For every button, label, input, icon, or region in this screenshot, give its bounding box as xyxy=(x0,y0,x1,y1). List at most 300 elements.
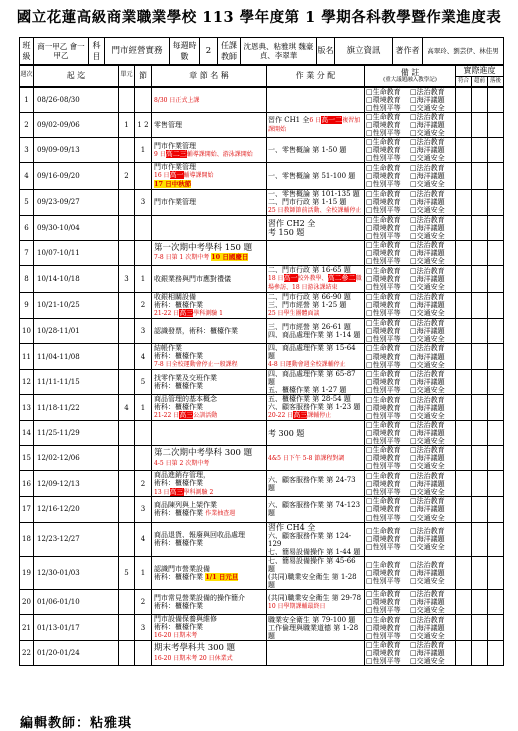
week-cell: 12 xyxy=(20,370,34,395)
week-cell: 7 xyxy=(20,240,34,265)
checkbox-line xyxy=(366,361,455,369)
checkbox-label: 環境教育 xyxy=(372,505,401,514)
topic-checkbox[interactable] xyxy=(366,624,410,632)
topic-checkbox[interactable] xyxy=(366,527,410,535)
progress-ahead-cell[interactable] xyxy=(472,471,488,497)
date-cell: 10/14-10/18 xyxy=(34,266,119,293)
progress-match-cell[interactable] xyxy=(456,446,472,471)
topic-checkbox[interactable] xyxy=(410,275,454,283)
checkbox-label: 海洋議題 xyxy=(416,649,445,658)
table-row xyxy=(20,113,504,138)
checkbox-icon: □ xyxy=(366,190,373,199)
topic-checkbox[interactable] xyxy=(366,361,410,369)
topic-checkbox[interactable] xyxy=(410,370,454,378)
text-segment: (共同)職業安全衛生 第 29-78 xyxy=(268,593,362,602)
checkbox-icon: □ xyxy=(410,344,417,353)
progress-match-cell[interactable] xyxy=(456,421,472,446)
schedule-table xyxy=(19,87,504,666)
text-segment: 門市作業管理 xyxy=(154,163,196,172)
author-value: 高翠玲、劉芸伊、林佳男 xyxy=(423,38,504,66)
topic-checkbox[interactable] xyxy=(410,569,454,577)
topic-checkbox[interactable] xyxy=(366,577,410,585)
chapter-cell xyxy=(152,88,267,113)
topic-checkbox[interactable] xyxy=(366,206,410,214)
checkbox-line xyxy=(366,598,455,606)
date-cell: 09/23-09/27 xyxy=(34,189,119,215)
text-segment: 4-8 日運動會週全校課輔停止 xyxy=(268,361,346,369)
topic-checkbox[interactable] xyxy=(410,283,454,291)
checkbox-label: 環境教育 xyxy=(372,598,401,607)
topic-checkbox[interactable] xyxy=(366,488,410,496)
chapter-cell xyxy=(152,497,267,522)
topic-checkbox[interactable] xyxy=(410,113,454,121)
progress-match-cell[interactable] xyxy=(456,240,472,265)
remarks-checkboxes xyxy=(365,556,456,589)
checkbox-label: 生命教育 xyxy=(372,113,401,122)
progress-match-cell[interactable] xyxy=(456,292,472,318)
topic-checkbox[interactable] xyxy=(366,257,410,265)
progress-ahead-cell[interactable] xyxy=(472,163,488,189)
checkbox-label: 交通安全 xyxy=(416,487,445,496)
progress-ahead-cell[interactable] xyxy=(472,421,488,446)
unit-cell xyxy=(119,615,135,641)
checkbox-icon: □ xyxy=(366,437,373,446)
topic-checkbox[interactable] xyxy=(366,241,410,249)
table-row xyxy=(20,138,504,163)
checkbox-label: 海洋議題 xyxy=(416,326,445,335)
text-segment: 二、門市行政 第 66-90 題 xyxy=(268,292,351,301)
checkbox-icon: □ xyxy=(410,543,417,552)
checkbox-line xyxy=(366,488,455,496)
checkbox-label: 環境教育 xyxy=(372,121,401,130)
progress-ahead-cell[interactable] xyxy=(472,266,488,293)
progress-match-cell[interactable] xyxy=(456,590,472,615)
topic-checkbox[interactable] xyxy=(410,606,454,614)
topic-checkbox[interactable] xyxy=(410,577,454,585)
topic-checkbox[interactable] xyxy=(410,96,454,104)
progress-behind-cell[interactable] xyxy=(488,370,504,395)
progress-behind-cell[interactable] xyxy=(488,113,504,138)
topic-checkbox[interactable] xyxy=(410,327,454,335)
topic-checkbox[interactable] xyxy=(410,172,454,180)
progress-ahead-cell[interactable] xyxy=(472,395,488,421)
checkbox-label: 交通安全 xyxy=(416,462,445,471)
topic-checkbox[interactable] xyxy=(410,224,454,232)
date-cell: 10/21-10/25 xyxy=(34,292,119,318)
topic-checkbox[interactable] xyxy=(410,206,454,214)
checkbox-label: 海洋議題 xyxy=(416,301,445,310)
topic-checkbox[interactable] xyxy=(410,257,454,265)
subject-label: 科目 xyxy=(89,38,105,66)
topic-checkbox[interactable] xyxy=(410,598,454,606)
topic-checkbox[interactable] xyxy=(410,590,454,598)
checkbox-icon: □ xyxy=(366,577,373,585)
progress-behind-cell[interactable] xyxy=(488,163,504,189)
progress-match-cell[interactable] xyxy=(456,138,472,163)
progress-match-cell[interactable] xyxy=(456,189,472,215)
topic-checkbox[interactable] xyxy=(410,472,454,480)
topic-checkbox[interactable] xyxy=(366,505,410,513)
progress-ahead-cell[interactable] xyxy=(472,590,488,615)
topic-checkbox[interactable] xyxy=(366,396,410,404)
week-cell: 17 xyxy=(20,497,34,522)
progress-ahead-cell[interactable] xyxy=(472,189,488,215)
chapter-cell xyxy=(152,641,267,666)
topic-checkbox[interactable] xyxy=(366,344,410,352)
section-cell xyxy=(135,88,152,113)
checkbox-line xyxy=(366,412,455,420)
topic-checkbox[interactable] xyxy=(366,386,410,394)
topic-checkbox[interactable] xyxy=(410,216,454,224)
progress-behind-cell[interactable] xyxy=(488,266,504,293)
topic-checkbox[interactable] xyxy=(410,561,454,569)
checkbox-icon: □ xyxy=(410,129,417,138)
hours-value: 2 xyxy=(200,38,218,66)
checkbox-icon: □ xyxy=(410,577,417,585)
progress-ahead-cell[interactable] xyxy=(472,641,488,666)
topic-checkbox[interactable] xyxy=(410,421,454,429)
progress-behind-cell[interactable] xyxy=(488,446,504,471)
section-cell: 3 xyxy=(135,615,152,641)
chapter-cell xyxy=(152,446,267,471)
topic-checkbox[interactable] xyxy=(366,561,410,569)
checkbox-label: 性別平等 xyxy=(372,543,401,552)
table-row xyxy=(20,266,504,293)
progress-behind-cell[interactable] xyxy=(488,240,504,265)
progress-match-cell[interactable] xyxy=(456,522,472,556)
progress-ahead-cell[interactable] xyxy=(472,446,488,471)
text-segment: 校外教學、 xyxy=(297,275,328,283)
checkbox-label: 生命教育 xyxy=(372,138,401,147)
topic-checkbox[interactable] xyxy=(366,590,410,598)
topic-checkbox[interactable] xyxy=(410,241,454,249)
checkbox-label: 交通安全 xyxy=(416,386,445,395)
checkbox-label: 法治教育 xyxy=(416,471,445,480)
progress-behind-cell[interactable] xyxy=(488,615,504,641)
topic-checkbox[interactable] xyxy=(410,319,454,327)
topic-checkbox[interactable] xyxy=(366,216,410,224)
progress-behind-cell[interactable] xyxy=(488,88,504,113)
checkbox-icon: □ xyxy=(366,309,373,318)
progress-ahead-cell[interactable] xyxy=(472,292,488,318)
progress-behind-cell[interactable] xyxy=(488,318,504,343)
topic-checkbox[interactable] xyxy=(410,180,454,188)
week-cell: 2 xyxy=(20,113,34,138)
topic-checkbox[interactable] xyxy=(366,370,410,378)
checkbox-icon: □ xyxy=(410,598,417,607)
progress-ahead-cell[interactable] xyxy=(472,344,488,370)
progress-match-cell[interactable] xyxy=(456,641,472,666)
checkbox-label: 法治教育 xyxy=(416,266,445,275)
progress-behind-cell[interactable] xyxy=(488,344,504,370)
checkbox-line xyxy=(366,505,455,513)
checkbox-icon: □ xyxy=(410,590,417,599)
checkbox-label: 環境教育 xyxy=(372,623,401,632)
progress-ahead-cell[interactable] xyxy=(472,215,488,240)
checkbox-label: 交通安全 xyxy=(416,606,445,615)
topic-checkbox[interactable] xyxy=(410,129,454,137)
remarks-checkboxes xyxy=(365,641,456,666)
checkbox-icon: □ xyxy=(366,386,373,395)
progress-ahead-cell[interactable] xyxy=(472,240,488,265)
topic-checkbox[interactable] xyxy=(366,104,410,112)
checkbox-label: 環境教育 xyxy=(372,146,401,155)
section-cell xyxy=(135,163,152,189)
progress-ahead-cell[interactable] xyxy=(472,497,488,522)
progress-behind-cell[interactable] xyxy=(488,556,504,589)
topic-checkbox[interactable] xyxy=(366,462,410,470)
unit-cell xyxy=(119,370,135,395)
col-remarks-title: 備 註 xyxy=(400,67,420,77)
section-cell: 1 xyxy=(135,266,152,293)
topic-checkbox[interactable] xyxy=(410,632,454,640)
topic-checkbox[interactable] xyxy=(410,462,454,470)
remarks-checkboxes xyxy=(365,471,456,497)
checkbox-label: 交通安全 xyxy=(416,631,445,640)
progress-behind-cell[interactable] xyxy=(488,590,504,615)
progress-match-cell[interactable] xyxy=(456,556,472,589)
progress-ahead-cell[interactable] xyxy=(472,88,488,113)
checkbox-label: 法治教育 xyxy=(416,113,445,122)
checkbox-label: 性別平等 xyxy=(372,386,401,395)
topic-checkbox[interactable] xyxy=(366,249,410,257)
progress-behind-cell[interactable] xyxy=(488,395,504,421)
checkbox-label: 生命教育 xyxy=(372,560,401,569)
topic-checkbox[interactable] xyxy=(366,319,410,327)
topic-checkbox[interactable] xyxy=(366,437,410,445)
checkbox-line xyxy=(366,396,455,404)
week-cell: 18 xyxy=(20,522,34,556)
progress-ahead-cell[interactable] xyxy=(472,113,488,138)
topic-checkbox[interactable] xyxy=(410,488,454,496)
progress-match-cell[interactable] xyxy=(456,395,472,421)
topic-checkbox[interactable] xyxy=(366,154,410,162)
topic-checkbox[interactable] xyxy=(366,164,410,172)
checkbox-icon: □ xyxy=(410,497,417,506)
topic-checkbox[interactable] xyxy=(366,180,410,188)
topic-checkbox[interactable] xyxy=(366,113,410,121)
topic-checkbox[interactable] xyxy=(410,353,454,361)
text-segment: 16 日 xyxy=(154,172,170,180)
text-segment: 6 日 xyxy=(309,117,322,125)
checkbox-label: 生命教育 xyxy=(372,344,401,353)
checkbox-label: 法治教育 xyxy=(416,446,445,455)
topic-checkbox[interactable] xyxy=(366,632,410,640)
topic-checkbox[interactable] xyxy=(410,437,454,445)
checkbox-icon: □ xyxy=(410,301,417,310)
checkbox-label: 環境教育 xyxy=(372,378,401,387)
text-segment: 16-20 日期末考 20 日休業式 xyxy=(154,654,233,662)
text-segment: 商品陳列與上架作業 xyxy=(154,501,217,510)
section-cell: 2 xyxy=(135,471,152,497)
checkbox-icon: □ xyxy=(410,411,417,420)
checkbox-label: 交通安全 xyxy=(416,335,445,343)
checkbox-icon: □ xyxy=(366,446,373,455)
unit-cell xyxy=(119,522,135,556)
topic-checkbox[interactable] xyxy=(410,361,454,369)
progress-match-cell[interactable] xyxy=(456,163,472,189)
topic-checkbox[interactable] xyxy=(410,527,454,535)
topic-checkbox[interactable] xyxy=(366,598,410,606)
topic-checkbox[interactable] xyxy=(366,309,410,317)
topic-checkbox[interactable] xyxy=(410,309,454,317)
topic-checkbox[interactable] xyxy=(410,378,454,386)
topic-checkbox[interactable] xyxy=(410,543,454,551)
topic-checkbox[interactable] xyxy=(410,232,454,240)
progress-behind-cell[interactable] xyxy=(488,497,504,522)
checkbox-icon: □ xyxy=(366,301,373,310)
topic-checkbox[interactable] xyxy=(410,344,454,352)
topic-checkbox[interactable] xyxy=(366,606,410,614)
topic-checkbox[interactable] xyxy=(410,386,454,394)
checkbox-label: 海洋議題 xyxy=(416,249,445,257)
unit-cell xyxy=(119,446,135,471)
progress-match-cell[interactable] xyxy=(456,344,472,370)
progress-match-cell[interactable] xyxy=(456,370,472,395)
col-chapter: 章 節 名 稱 xyxy=(152,65,267,87)
topic-checkbox[interactable] xyxy=(366,88,410,96)
topic-checkbox[interactable] xyxy=(366,327,410,335)
progress-ahead-cell[interactable] xyxy=(472,370,488,395)
topic-checkbox[interactable] xyxy=(366,267,410,275)
checkbox-icon: □ xyxy=(366,454,373,463)
progress-match-cell[interactable] xyxy=(456,113,472,138)
progress-behind-cell[interactable] xyxy=(488,471,504,497)
topic-checkbox[interactable] xyxy=(410,335,454,343)
topic-checkbox[interactable] xyxy=(366,404,410,412)
topic-checkbox[interactable] xyxy=(366,172,410,180)
topic-checkbox[interactable] xyxy=(410,624,454,632)
progress-match-cell[interactable] xyxy=(456,615,472,641)
topic-checkbox[interactable] xyxy=(366,514,410,522)
topic-checkbox[interactable] xyxy=(410,154,454,162)
text-segment: 認識發票，術科：櫃檯作業 xyxy=(154,326,238,335)
col-unit: 單元 xyxy=(119,65,135,87)
topic-checkbox[interactable] xyxy=(366,353,410,361)
text-segment: 1/1 日元旦 xyxy=(205,572,239,581)
progress-behind-cell[interactable] xyxy=(488,138,504,163)
progress-behind-cell[interactable] xyxy=(488,189,504,215)
topic-checkbox[interactable] xyxy=(410,88,454,96)
week-cell: 4 xyxy=(20,163,34,189)
progress-match-cell[interactable] xyxy=(456,266,472,293)
topic-checkbox[interactable] xyxy=(366,96,410,104)
progress-match-cell[interactable] xyxy=(456,318,472,343)
topic-checkbox[interactable] xyxy=(366,412,410,420)
progress-behind-cell[interactable] xyxy=(488,522,504,556)
topic-checkbox[interactable] xyxy=(366,283,410,291)
progress-ahead-cell[interactable] xyxy=(472,522,488,556)
checkbox-icon: □ xyxy=(366,403,373,412)
topic-checkbox[interactable] xyxy=(366,232,410,240)
topic-checkbox[interactable] xyxy=(410,104,454,112)
text-segment: 職場參訪、18 日游泳課結束 xyxy=(268,275,362,292)
progress-ahead-cell[interactable] xyxy=(472,318,488,343)
topic-checkbox[interactable] xyxy=(410,404,454,412)
checkbox-label: 交通安全 xyxy=(416,283,445,292)
topic-checkbox[interactable] xyxy=(366,378,410,386)
checkbox-label: 法治教育 xyxy=(416,641,445,650)
topic-checkbox[interactable] xyxy=(410,396,454,404)
checkbox-icon: □ xyxy=(366,215,373,224)
topic-checkbox[interactable] xyxy=(410,657,454,665)
progress-ahead-cell[interactable] xyxy=(472,615,488,641)
checkbox-icon: □ xyxy=(366,641,373,650)
checkbox-icon: □ xyxy=(366,543,373,552)
date-cell: 12/16-12/20 xyxy=(34,497,119,522)
progress-match-cell[interactable] xyxy=(456,88,472,113)
topic-checkbox[interactable] xyxy=(410,505,454,513)
topic-checkbox[interactable] xyxy=(410,249,454,257)
checkbox-icon: □ xyxy=(366,121,373,130)
section-cell xyxy=(135,421,152,446)
checkbox-line xyxy=(366,224,455,232)
topic-checkbox[interactable] xyxy=(366,275,410,283)
date-cell: 01/13-01/17 xyxy=(34,615,119,641)
topic-checkbox[interactable] xyxy=(410,164,454,172)
text-segment: 高二參二 xyxy=(327,274,356,283)
checkbox-line xyxy=(366,386,455,394)
checkbox-label: 性別平等 xyxy=(372,487,401,496)
checkbox-label: 性別平等 xyxy=(372,606,401,615)
unit-cell xyxy=(119,497,135,522)
text-segment: 4&5 日下午 5-8 節課程對調 xyxy=(268,454,345,462)
checkbox-line xyxy=(366,657,455,665)
assignment-cell xyxy=(267,615,365,641)
progress-behind-cell[interactable] xyxy=(488,641,504,666)
topic-checkbox[interactable] xyxy=(366,616,410,624)
progress-ahead-cell[interactable] xyxy=(472,138,488,163)
checkbox-line xyxy=(366,327,455,335)
topic-checkbox[interactable] xyxy=(366,129,410,137)
col-progress-behind: 落後 xyxy=(488,77,504,87)
checkbox-icon: □ xyxy=(366,96,373,105)
chapter-cell xyxy=(152,471,267,497)
progress-behind-cell[interactable] xyxy=(488,215,504,240)
col-assignment: 作 業 分 配 xyxy=(267,65,365,87)
progress-match-cell[interactable] xyxy=(456,215,472,240)
topic-checkbox[interactable] xyxy=(366,543,410,551)
text-segment: 高三 xyxy=(179,411,194,420)
topic-checkbox[interactable] xyxy=(366,224,410,232)
checkbox-icon: □ xyxy=(366,590,373,599)
progress-match-cell[interactable] xyxy=(456,497,472,522)
topic-checkbox[interactable] xyxy=(366,472,410,480)
topic-checkbox[interactable] xyxy=(366,421,410,429)
checkbox-icon: □ xyxy=(366,560,373,569)
checkbox-icon: □ xyxy=(410,386,417,395)
topic-checkbox[interactable] xyxy=(410,412,454,420)
progress-behind-cell[interactable] xyxy=(488,292,504,318)
checkbox-label: 生命教育 xyxy=(372,641,401,650)
progress-ahead-cell[interactable] xyxy=(472,556,488,589)
topic-checkbox[interactable] xyxy=(410,480,454,488)
checkbox-label: 海洋議題 xyxy=(416,146,445,155)
progress-behind-cell[interactable] xyxy=(488,421,504,446)
unit-cell xyxy=(119,344,135,370)
topic-checkbox[interactable] xyxy=(366,657,410,665)
topic-checkbox[interactable] xyxy=(410,514,454,522)
topic-checkbox[interactable] xyxy=(410,267,454,275)
chapter-cell xyxy=(152,590,267,615)
checkbox-icon: □ xyxy=(366,104,373,113)
topic-checkbox[interactable] xyxy=(366,480,410,488)
class-label: 班級 xyxy=(20,38,34,66)
topic-checkbox[interactable] xyxy=(366,335,410,343)
topic-checkbox[interactable] xyxy=(410,616,454,624)
progress-match-cell[interactable] xyxy=(456,471,472,497)
topic-checkbox[interactable] xyxy=(366,569,410,577)
